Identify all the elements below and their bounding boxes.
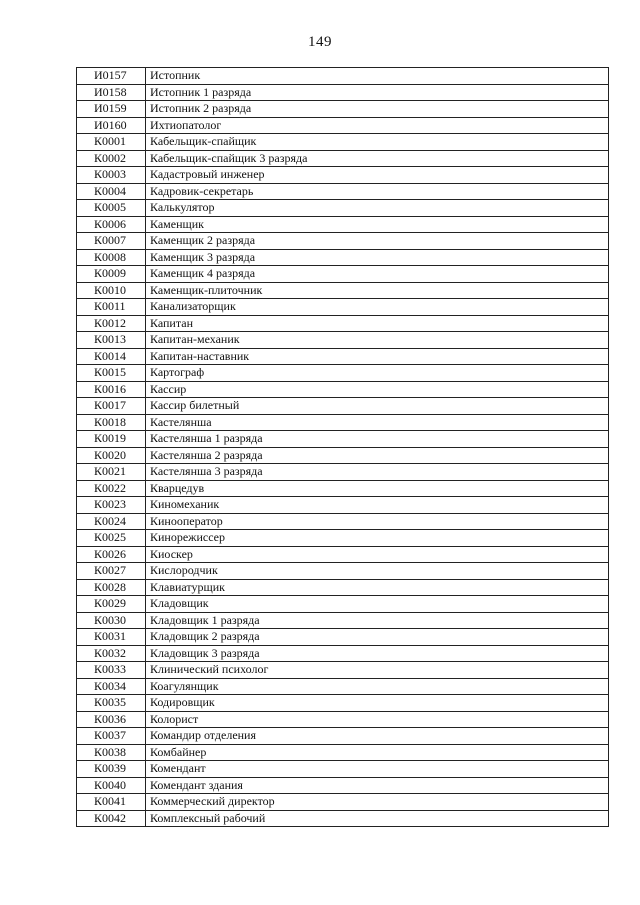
occupation-code-cell: И0159	[77, 101, 146, 118]
occupation-table-container	[76, 67, 609, 827]
table-row	[77, 398, 609, 415]
occupation-code-cell: К0039	[77, 761, 146, 778]
table-row	[77, 530, 609, 547]
table-row	[77, 134, 609, 151]
occupation-code-cell: К0038	[77, 744, 146, 761]
occupation-name-cell: Кладовщик 2 разряда	[146, 629, 609, 646]
occupation-code-cell: К0025	[77, 530, 146, 547]
table-row	[77, 777, 609, 794]
occupation-code-cell: К0005	[77, 200, 146, 217]
occupation-code-cell: К0011	[77, 299, 146, 316]
table-row	[77, 266, 609, 283]
table-row	[77, 381, 609, 398]
table-row	[77, 728, 609, 745]
occupation-code-cell: К0018	[77, 414, 146, 431]
table-row	[77, 645, 609, 662]
occupation-code-cell: К0020	[77, 447, 146, 464]
occupation-name-cell: Кладовщик 1 разряда	[146, 612, 609, 629]
occupation-name-cell: Канализаторщик	[146, 299, 609, 316]
occupation-table	[76, 67, 609, 827]
table-row	[77, 299, 609, 316]
occupation-name-cell: Истопник 1 разряда	[146, 84, 609, 101]
occupation-name-cell: Кладовщик	[146, 596, 609, 613]
occupation-code-cell: К0029	[77, 596, 146, 613]
occupation-code-cell: К0014	[77, 348, 146, 365]
occupation-code-cell: К0030	[77, 612, 146, 629]
occupation-name-cell: Комендант здания	[146, 777, 609, 794]
occupation-code-cell: К0041	[77, 794, 146, 811]
occupation-name-cell: Кадровик-секретарь	[146, 183, 609, 200]
occupation-name-cell: Капитан-механик	[146, 332, 609, 349]
table-row	[77, 546, 609, 563]
occupation-name-cell: Колорист	[146, 711, 609, 728]
occupation-name-cell: Командир отделения	[146, 728, 609, 745]
occupation-name-cell: Кладовщик 3 разряда	[146, 645, 609, 662]
table-row	[77, 662, 609, 679]
occupation-code-cell: К0022	[77, 480, 146, 497]
occupation-table-body	[77, 68, 609, 827]
occupation-name-cell: Кадастровый инженер	[146, 167, 609, 184]
occupation-code-cell: К0007	[77, 233, 146, 250]
occupation-code-cell: К0013	[77, 332, 146, 349]
occupation-name-cell: Кодировщик	[146, 695, 609, 712]
occupation-name-cell: Капитан-наставник	[146, 348, 609, 365]
occupation-name-cell: Клинический психолог	[146, 662, 609, 679]
occupation-name-cell: Кастелянша	[146, 414, 609, 431]
occupation-code-cell: К0019	[77, 431, 146, 448]
table-row	[77, 480, 609, 497]
occupation-code-cell: К0003	[77, 167, 146, 184]
table-row	[77, 629, 609, 646]
table-row	[77, 596, 609, 613]
occupation-code-cell: К0026	[77, 546, 146, 563]
table-row	[77, 563, 609, 580]
occupation-name-cell: Каменщик 2 разряда	[146, 233, 609, 250]
page-number: 149	[308, 34, 332, 50]
occupation-name-cell: Каменщик-плиточник	[146, 282, 609, 299]
occupation-code-cell: К0021	[77, 464, 146, 481]
table-row	[77, 612, 609, 629]
occupation-name-cell: Кислородчик	[146, 563, 609, 580]
table-row	[77, 84, 609, 101]
occupation-code-cell: К0016	[77, 381, 146, 398]
occupation-code-cell: К0033	[77, 662, 146, 679]
occupation-code-cell: К0002	[77, 150, 146, 167]
occupation-code-cell: К0036	[77, 711, 146, 728]
occupation-code-cell: К0037	[77, 728, 146, 745]
occupation-code-cell: К0010	[77, 282, 146, 299]
table-row	[77, 249, 609, 266]
table-row	[77, 579, 609, 596]
occupation-code-cell: К0035	[77, 695, 146, 712]
table-row	[77, 761, 609, 778]
occupation-code-cell: К0009	[77, 266, 146, 283]
occupation-name-cell: Кабельщик-спайщик 3 разряда	[146, 150, 609, 167]
table-row	[77, 695, 609, 712]
occupation-code-cell: К0032	[77, 645, 146, 662]
table-row	[77, 365, 609, 382]
occupation-name-cell: Киоскер	[146, 546, 609, 563]
occupation-name-cell: Ихтиопатолог	[146, 117, 609, 134]
table-row	[77, 711, 609, 728]
occupation-code-cell: К0034	[77, 678, 146, 695]
table-row	[77, 200, 609, 217]
table-row	[77, 744, 609, 761]
table-row	[77, 167, 609, 184]
occupation-name-cell: Коагулянщик	[146, 678, 609, 695]
table-row	[77, 414, 609, 431]
occupation-name-cell: Клавиатурщик	[146, 579, 609, 596]
table-row	[77, 101, 609, 118]
table-row	[77, 464, 609, 481]
occupation-name-cell: Коммерческий директор	[146, 794, 609, 811]
occupation-name-cell: Комплексный рабочий	[146, 810, 609, 827]
occupation-name-cell: Кварцедув	[146, 480, 609, 497]
table-row	[77, 183, 609, 200]
occupation-code-cell: К0001	[77, 134, 146, 151]
occupation-name-cell: Кассир билетный	[146, 398, 609, 415]
table-row	[77, 68, 609, 85]
table-row	[77, 431, 609, 448]
occupation-name-cell: Комендант	[146, 761, 609, 778]
occupation-code-cell: К0017	[77, 398, 146, 415]
table-row	[77, 315, 609, 332]
occupation-name-cell: Киномеханик	[146, 497, 609, 514]
occupation-name-cell: Истопник 2 разряда	[146, 101, 609, 118]
occupation-name-cell: Истопник	[146, 68, 609, 85]
table-row	[77, 282, 609, 299]
occupation-name-cell: Каменщик 4 разряда	[146, 266, 609, 283]
occupation-code-cell: К0015	[77, 365, 146, 382]
occupation-code-cell: К0023	[77, 497, 146, 514]
occupation-name-cell: Кастелянша 2 разряда	[146, 447, 609, 464]
table-row	[77, 810, 609, 827]
occupation-name-cell: Кастелянша 1 разряда	[146, 431, 609, 448]
table-row	[77, 216, 609, 233]
occupation-code-cell: К0004	[77, 183, 146, 200]
occupation-name-cell: Капитан	[146, 315, 609, 332]
occupation-name-cell: Картограф	[146, 365, 609, 382]
occupation-code-cell: И0160	[77, 117, 146, 134]
occupation-code-cell: К0031	[77, 629, 146, 646]
occupation-name-cell: Кинорежиссер	[146, 530, 609, 547]
table-row	[77, 497, 609, 514]
table-row	[77, 117, 609, 134]
occupation-code-cell: К0012	[77, 315, 146, 332]
occupation-name-cell: Кабельщик-спайщик	[146, 134, 609, 151]
occupation-code-cell: И0158	[77, 84, 146, 101]
table-row	[77, 233, 609, 250]
occupation-code-cell: И0157	[77, 68, 146, 85]
table-row	[77, 678, 609, 695]
occupation-name-cell: Каменщик 3 разряда	[146, 249, 609, 266]
table-row	[77, 447, 609, 464]
occupation-name-cell: Кинооператор	[146, 513, 609, 530]
table-row	[77, 150, 609, 167]
occupation-code-cell: К0040	[77, 777, 146, 794]
occupation-name-cell: Калькулятор	[146, 200, 609, 217]
occupation-code-cell: К0006	[77, 216, 146, 233]
occupation-name-cell: Кассир	[146, 381, 609, 398]
table-row	[77, 348, 609, 365]
occupation-name-cell: Комбайнер	[146, 744, 609, 761]
table-row	[77, 513, 609, 530]
occupation-name-cell: Каменщик	[146, 216, 609, 233]
occupation-code-cell: К0027	[77, 563, 146, 580]
occupation-code-cell: К0042	[77, 810, 146, 827]
occupation-code-cell: К0024	[77, 513, 146, 530]
occupation-code-cell: К0028	[77, 579, 146, 596]
table-row	[77, 794, 609, 811]
table-row	[77, 332, 609, 349]
occupation-name-cell: Кастелянша 3 разряда	[146, 464, 609, 481]
occupation-code-cell: К0008	[77, 249, 146, 266]
